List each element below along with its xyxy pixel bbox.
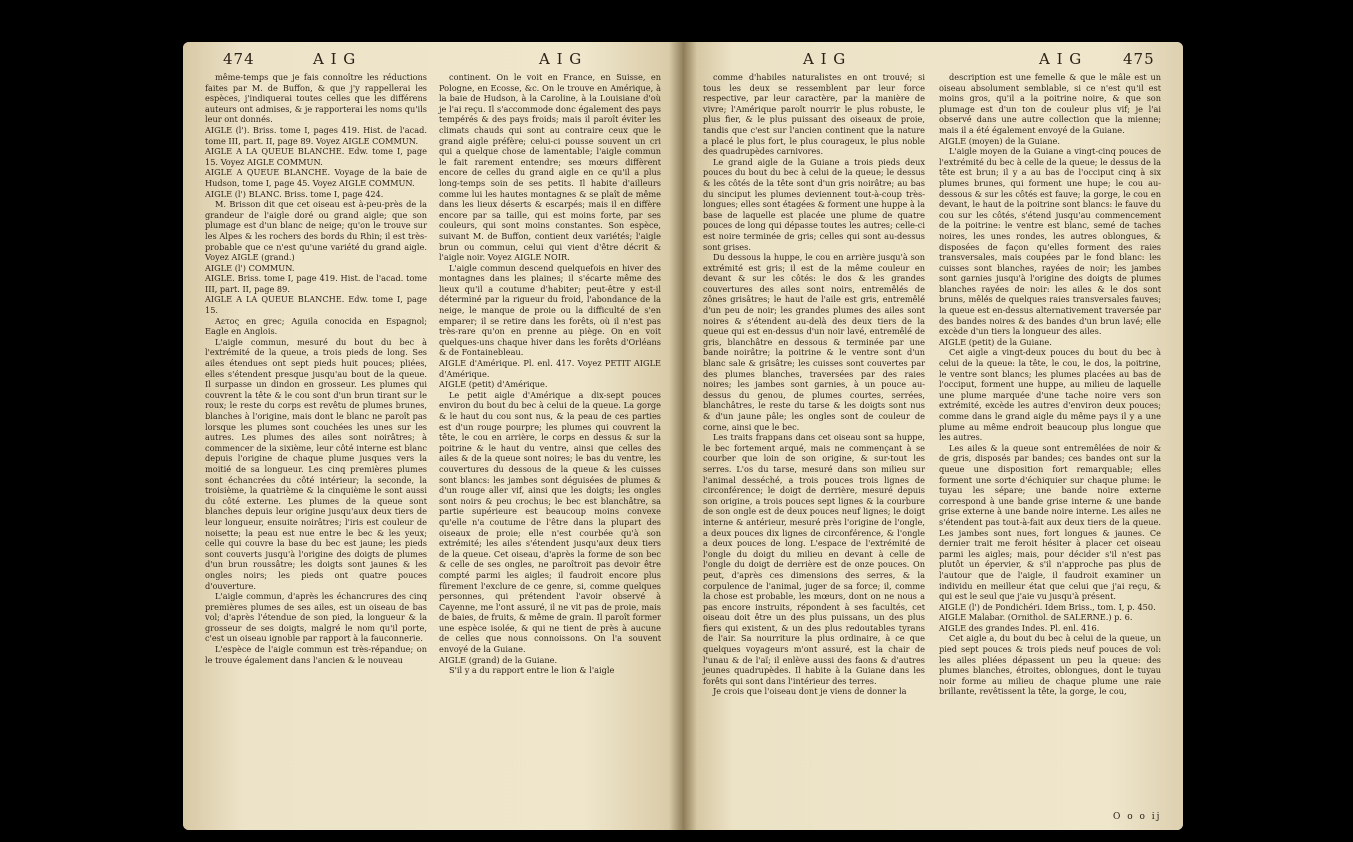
paragraph: AIGLE (petit) d'Amérique. <box>439 379 548 390</box>
paragraph: AIGLE (petit) de la Guiane. <box>939 336 1052 347</box>
book-gutter <box>669 42 697 830</box>
paragraph: L'aigle commun descend quelquefois en hiver des montagnes dans les plaines; il s'écarte même des lieux qu'il a coutume d'habiter; peut-être y est-il déterminé par la rigueur du froid, l'abondance de la neige, le manque de proie ou la difficulté de s'en emparer; il se retire dans les forêts, où il n'est pas très-rare qu'on en prenne au piège. On en voit quelques-uns chaque hiver dans les forêts d'Orléans & de Fontainebleau. <box>439 262 661 358</box>
paragraph: Du dessous la huppe, le cou en arrière jusqu'à son extrémité est gris; il est de la même couleur en devant & sur les côtés: le dos & les grandes couvertures des ailes sont noirs, entremêlés de zônes grisâtres; le haut de l'aile est gris, entremêlé d'un peu de noir; les grandes plumes des ailes sont noires & s'étendent au-delà des deux tiers de la queue qui est en-dessus d'un noir lavé, entremêlé de gris, blanchâtre en dessous & terminée par une bande noirâtre; la poitrine & le ventre sont d'un blanc sale & grisâtre; les cuisses sont couvertes par des plumes blanches, traversées par des raies noires; les jambes sont garnies, à un pouce au-dessus du genou, de plumes courtes, serrées, blanchâtres, le reste du tarse & les doigts sont nus & d'un jaune pâle; les ongles sont de couleur de corne, ainsi que le bec. <box>703 252 925 432</box>
paragraph: Cet aigle a, du bout du bec à celui de la queue, un pied sept pouces & trois pieds neuf pouces de vol: les ailes pliées dépassent un peu la queue: des plumes blanches, étroites, oblongues, dont le tuyau noir forme au milieu de chaque plume une raie brillante, revêtissent la tête, la gorge, le cou, <box>939 633 1161 697</box>
signature-mark: O o o ij <box>1113 812 1162 822</box>
paragraph: AIGLE (moyen) de la Guiane. <box>939 135 1060 146</box>
paragraph: AIGLE d'Amérique. Pl. enl. 417. Voyez PETIT AIGLE d'Amérique. <box>439 358 661 379</box>
paragraph: AIGLE (l') BLANC. Briss. tome I, page 424. <box>205 188 384 199</box>
open-book <box>183 42 1183 830</box>
running-head-left: A I G <box>313 50 357 68</box>
paragraph: L'aigle commun, mesuré du bout du bec à l'extrémité de la queue, a trois pieds de long. Ses ailes étendues ont sept pieds huit pouces; pliées, elles s'étendent presque jusqu'au bout de la queue. Il surpasse un dindon en grosseur. Les plumes qui couvrent la tête & le cou sont d'un brun tirant sur le roux; le reste du corps est revêtu de plumes brunes, blanches à l'origine, mais dont le blanc ne paroît pas lorsque les plumes sont couchées les unes sur les autres. Les plumes des ailes sont noirâtres; à commencer de la sixième, leur côté interne est blanc depuis l'origine de chaque plume jusques vers la moitié de sa longueur. Les cinq premières plumes sont échancrées du côté intérieur; la seconde, la troisième, la quatrième & la cinquième le sont aussi du côté externe. Les plumes de la queue sont blanches depuis leur origine jusqu'aux deux tiers de leur longueur, ensuite noirâtres; l'iris est couleur de noisette; la peau est nue entre le bec & les yeux; celle qui couvre la base du bec est jaune; les pieds sont couverts jusqu'à l'origine des doigts de plumes d'un brun roussâtre; les doigts sont jaunes & les ongles noirs; les pieds ont quatre pouces d'ouverture. <box>205 336 427 591</box>
paragraph: M. Brisson dit que cet oiseau est à-peu-près de la grandeur de l'aigle doré ou grand aigle; que son plumage est d'un blanc de neige; qu'on le trouve sur les Alpes & les rochers des bords du Rhin; il est très-probable que ce n'est qu'une variété du grand aigle. Voyez AIGLE (grand.) <box>205 199 427 263</box>
paragraph: continent. On le voit en France, en Suisse, en Pologne, en Ecosse, &c. On le trouve en Amérique, à la baie de Hudson, à la Caroline, à la Louisiane d'où je l'ai reçu. Il s'accommode donc également des pays tempérés & des pays froids; mais il paroît éviter les climats chauds qui sont au contraire ceux que le grand aigle préfère; celui-ci pousse souvent un cri qui a quelque chose de lamentable; l'aigle commun le fait rarement entendre; ses mœurs diffèrent encore de celles du grand aigle en ce qu'il a plus long-temps soin de ses petits. Il habite d'ailleurs comme lui les hautes montagnes & se plaît de même dans les lieux déserts & escarpés; mais il en diffère encore par sa taille, qui est moins forte, par ses couleurs, qui sont moins constantes. Son espèce, suivant M. de Buffon, contient deux variétés; l'aigle brun ou commun, celui qui vient d'être décrit & l'aigle noir. Voyez AIGLE NOIR. <box>439 72 661 263</box>
paragraph: Le grand aigle de la Guiane a trois pieds deux pouces du bout du bec à celui de la queue; le dessus & les côtés de la tête sont d'un gris noirâtre; au bas du sinciput les plumes deviennent tout-à-coup très-longues; elles sont étagées & forment une huppe à la base de laquelle est placée une plume de quatre pouces de long qui dépasse toutes les autres; celle-ci est noire terminée de gris; celles qui sont au-dessus sont grises. <box>703 156 925 252</box>
paragraph: AIGLE (l') COMMUN. <box>205 262 295 273</box>
paragraph: AIGLE A LA QUEUE BLANCHE. Edw. tome I, page 15. Voyez AIGLE COMMUN. <box>205 146 427 167</box>
right-running-head <box>683 48 1183 70</box>
left-page <box>183 42 683 830</box>
page-number: 474 <box>223 50 255 68</box>
paragraph: comme d'habiles naturalistes en ont trouvé; si tous les deux se ressemblent par leur force respective, par leur caractère, par la manière de vivre; l'Amérique paroît nourrir le plus robuste, le plus fier, & le plus puissant des oiseaux de proie, tandis que c'est sur l'ancien continent que la nature a placé le plus fort, le plus courageux, le plus noble des quadrupèdes carnivores. <box>703 72 925 157</box>
paragraph: AIGLE (l') de Pondichéri. Idem Briss., tom. I, p. 450. <box>939 601 1156 612</box>
paragraph: Les traits frappans dans cet oiseau sont sa huppe, le bec fortement arqué, mais ne commençant à se courber que loin de son origine, & sur-tout les serres. L'os du tarse, mesuré dans son milieu sur l'animal desséché, a trois pouces trois lignes de circonférence; le doigt de derrière, mesuré depuis son origine, a trois pouces sept lignes & la courbure de son ongle est de deux pouces neuf lignes; le doigt interne & antérieur, mesuré près l'origine de l'ongle, a deux pouces dix lignes de circonférence, & l'ongle a deux pouces de long. L'espace de l'extrémité de l'ongle du doigt du milieu en devant à celle de l'ongle du doigt de derrière est de onze pouces. On peut, d'après ces dimensions des serres, & la corpulence de l'animal, juger de sa force; il, comme la chose est probable, les mœurs, dont on ne nous a pas encore instruits, répondent à ses facultés, cet oiseau doit être un des plus puissans, un des plus fiers qui existent, & un des plus redoutables tyrans de l'air. Sa nourriture la plus ordinaire, à ce que quelques voyageurs m'ont assuré, est la chair de l'unau & de l'aï; il enlève aussi des faons & d'autres jeunes quadrupèdes. Il habite à la Guiane dans les forêts qui sont dans l'intérieur des terres. <box>703 432 925 686</box>
paragraph: AIGLE. Briss. tome I, page 419. Hist. de l'acad. tome III, part. II, page 89. <box>205 273 427 294</box>
right-page-column-1 <box>703 72 925 697</box>
paragraph: AIGLE (l'). Briss. tome I, pages 419. Hist. de l'acad. tome III, part. II, page 89. Voyez AIGLE COMMUN. <box>205 124 427 146</box>
paragraph: S'il y a du rapport entre le lion & l'aigle <box>449 665 615 676</box>
paragraph: Aετος en grec; Aguila conocida en Espagnol; Eagle en Anglois. <box>205 315 427 337</box>
page-number: 475 <box>1123 50 1155 68</box>
paragraph: Je crois que l'oiseau dont je viens de donner la <box>713 686 907 697</box>
paragraph: L'aigle commun, d'après les échancrures des cinq premières plumes de ses ailes, est un oiseau de bas vol; d'après l'étendue de son pied, la longueur & la grosseur de ses doigts, malgré le nom qu'il porte, c'est un oiseau ignoble par rapport à la fauconnerie. <box>205 591 427 644</box>
paragraph: Le petit aigle d'Amérique a dix-sept pouces environ du bout du bec à celui de la queue. La gorge & le haut du cou sont nus, & la peau de ces parties est d'un rouge pourpre; les plumes qui couvrent la tête, le cou en arrière, le corps en dessus & sur la poitrine & le haut du ventre, ainsi que celles des ailes & de la queue sont noires; le bas du ventre, les couvertures du dessous de la queue & les cuisses sont blancs: les jambes sont déguisées de plumes & d'un rouge aller vif, ainsi que les doigts; les ongles sont noirs & peu crochus; le bec est blanchâtre, sa partie supérieure est beaucoup moins convexe qu'elle n'a coutume de l'être dans la plupart des oiseaux de proie; elle n'est courbée qu'à son extrémité; les ailes s'étendent jusqu'aux deux tiers de la queue. Cet oiseau, d'après la forme de son bec & celle de ses ongles, ne paroîtroit pas devoir être compté parmi les aigles; il faudroit encore plus fûrement l'exclure de ce genre, si, comme quelques personnes, qui prétendent l'avoir observé à Cayenne, me l'ont assuré, il ne vit pas de proie, mais de baies, de fruits, & même de grain. Il paroît former une espèce isolée, & qui ne tient de près à aucune de celles que nous connoissons. On l'a souvent envoyé de la Guiane. <box>439 389 661 655</box>
paragraph: description est une femelle & que le mâle est un oiseau absolument semblable, si ce n'est qu'il est moins gros, qu'il a la poitrine noire, & que son plumage est d'un ton de couleur plus vif; je l'ai observé dans une autre collection que la mienne; mais il a été également envoyé de la Guiane. <box>939 72 1161 135</box>
paragraph: AIGLE A LA QUEUE BLANCHE. Edw. tome I, page 15. <box>205 294 427 316</box>
left-page-column-2 <box>439 72 661 676</box>
right-page-column-2 <box>939 72 1161 697</box>
paragraph: Cet aigle a vingt-deux pouces du bout du bec à celui de la queue: la tête, le cou, le dos, la poitrine, le ventre sont blancs; les plumes placées au bas de l'occiput, forment une huppe, au milieu de laquelle une plume marquée d'une tache noire vers son extrémité, excède les autres d'environ deux pouces; comme dans le grand aigle du même pays il y a une plume au même endroit beaucoup plus longue que les autres. <box>939 347 1161 443</box>
running-head-left: A I G <box>803 50 847 68</box>
paragraph: Les ailes & la queue sont entremêlées de noir & de gris, disposés par bandes; ces bandes ont sur la queue une disposition fort remarquable; elles forment une sorte d'échiquier sur chaque plume: le tuyau les sépare; une bande noire externe correspond à une bande grise interne & une bande grise externe à une bande noire interne. Les ailes ne s'étendent pas tout-à-fait aux deux tiers de la queue. Les jambes sont nues, fort longues & jaunes. Ce dernier trait me feroit hésiter à placer cet oiseau parmi les aigles; mais, pour décider s'il n'est pas plutôt un épervier, & s'il n'approche pas plus de l'autour que de l'aigle, il faudroit examiner un individu en meilleur état que celui que j'ai reçu, & qui est le seul que j'aie vu jusqu'à présent. <box>939 442 1161 602</box>
running-head-right: A I G <box>539 50 583 68</box>
right-page <box>683 42 1183 830</box>
running-head-right: A I G <box>1039 50 1083 68</box>
left-running-head <box>183 48 683 70</box>
paragraph: L'aigle moyen de la Guiane a vingt-cinq pouces de l'extrémité du bec à celle de la queue; le dessus de la tête est brun; il y a au bas de l'occiput cinq à six plumes brunes, qui forment une hupe; le cou au-dessous & sur les côtés est fauve; la gorge, le cou en devant, le haut de la poitrine sont blancs: le fauve du cou sur les côtés, s'étend jusqu'au commencement de la poitrine: le ventre est blanc, semé de taches noires, les unes rondes, les autres oblongues, & disposées de façon qu'elles forment des raies transversales, mais coupées par le fond blanc: les cuisses sont blanches, rayées de noir; les jambes sont garnies jusqu'à l'origine des doigts de plumes blanches rayées de noir: les ailes & le dos sont bruns, mêlés de quelques raies transversales fauves; la queue est en-dessus alternativement traversée par des bandes noires & des bandes d'un brun lavé; elle excède d'un tiers la longueur des ailes. <box>939 146 1161 337</box>
paragraph: L'espèce de l'aigle commun est très-répandue; on le trouve également dans l'ancien & le nouveau <box>205 644 427 665</box>
paragraph: AIGLE (grand) de la Guiane. <box>439 654 558 665</box>
paragraph: même-temps que je fais connoître les réductions faites par M. de Buffon, & que j'y rappellerai les espèces, j'indiquerai toutes celles que les différens auteurs ont admises, & je rapporterai les noms qu'ils leur ont donnés. <box>205 72 427 125</box>
paragraph: AIGLE A QUEUE BLANCHE. Voyage de la baie de Hudson, tome I, page 45. Voyez AIGLE COMMUN. <box>205 167 427 188</box>
paragraph: AIGLE des grandes Indes. Pl. enl. 416. <box>939 622 1100 633</box>
left-page-column-1 <box>205 72 427 665</box>
paragraph: AIGLE Malabar. (Ornithol. de SALERNE.) p. 6. <box>939 612 1133 623</box>
